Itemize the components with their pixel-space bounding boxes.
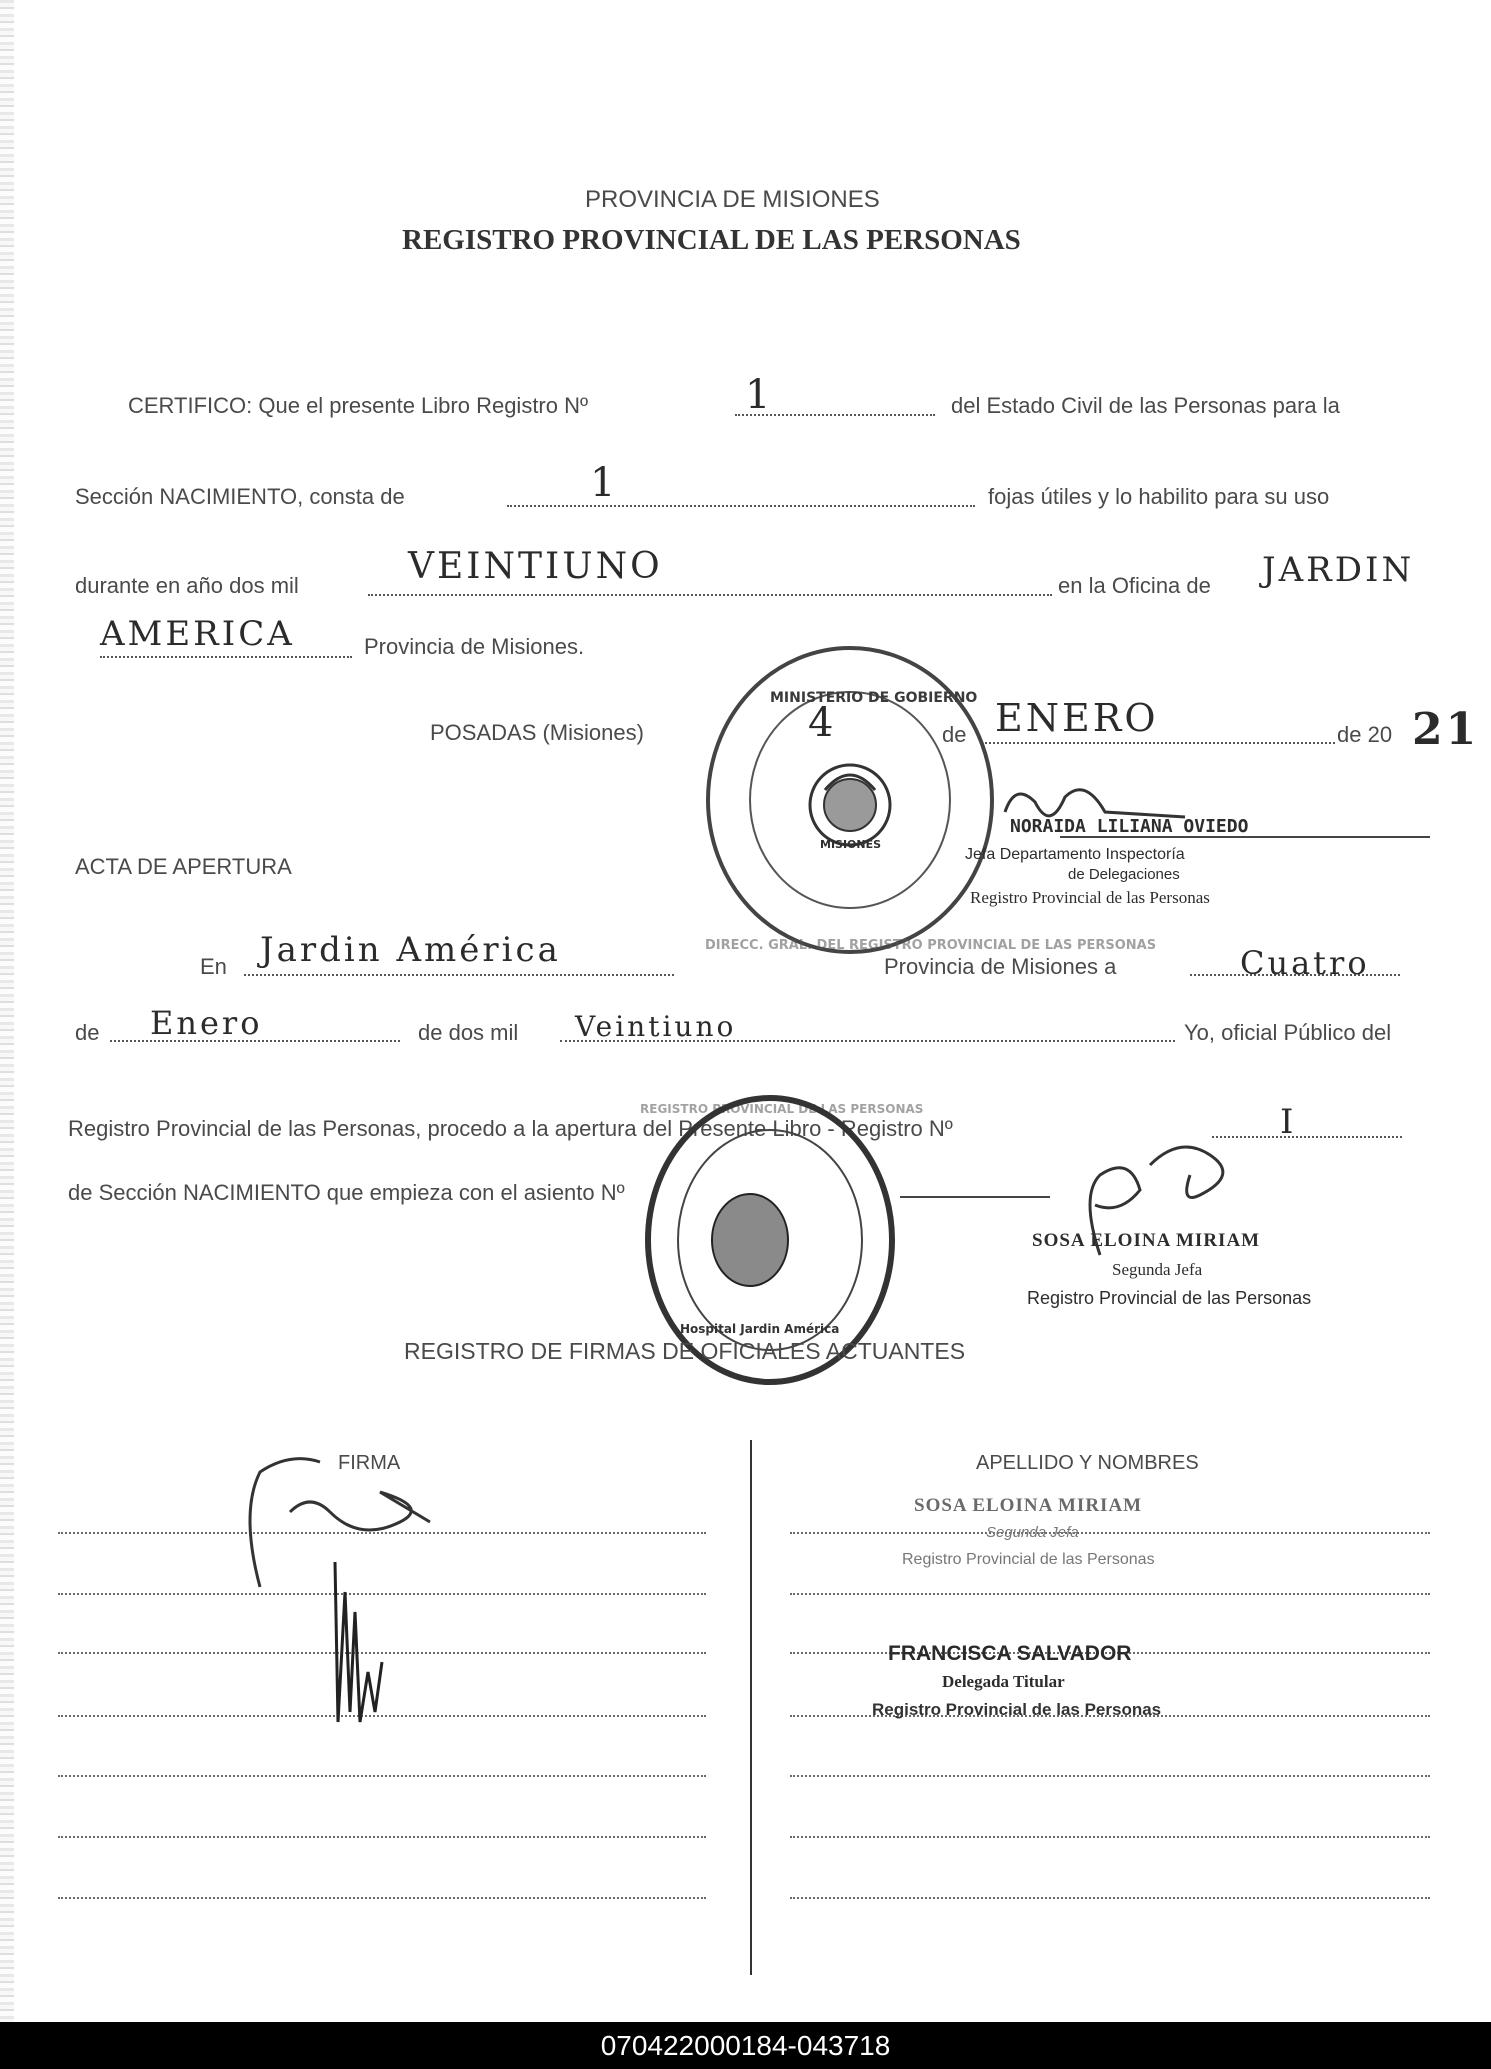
- oval-stamp-inner-text: Hospital Jardin América: [680, 1322, 840, 1336]
- oviedo-name: NORAIDA LILIANA OVIEDO: [1010, 816, 1249, 837]
- firma-entry-2-role: Delegada Titular: [942, 1672, 1065, 1691]
- round-seal-stamp: [700, 640, 1000, 960]
- firma-entry-1-name: SOSA ELOINA MIRIAM: [914, 1495, 1143, 1516]
- scan-noise-left: [0, 0, 14, 2069]
- firma-entry-1-role: Segunda Jefa: [986, 1524, 1079, 1541]
- cert-line4-dots: [100, 656, 352, 658]
- cert-line3-office: JARDIN: [1262, 550, 1415, 590]
- oviedo-org: Registro Provincial de las Personas: [970, 888, 1210, 907]
- col-firma-header: FIRMA: [338, 1452, 401, 1474]
- cert-line1-prefix: CERTIFICO: Que el presente Libro Registro Nº: [128, 393, 589, 418]
- cert-line4-suffix: Provincia de Misiones.: [364, 634, 585, 659]
- oviedo-role: Jefa Departamento Inspectoría: [965, 846, 1185, 863]
- cert-line1-suffix: del Estado Civil de las Personas para la: [951, 393, 1340, 418]
- acta-l2-de: de: [75, 1020, 100, 1045]
- firma-entry-2-org: Registro Provincial de las Personas: [872, 1700, 1162, 1719]
- acta-l2-month: Enero: [150, 1004, 263, 1042]
- cert-line2-suffix: fojas útiles y lo habilito para su uso: [988, 484, 1330, 509]
- acta-l1-en: En: [200, 954, 227, 979]
- cert-line1-number: 1: [745, 372, 774, 418]
- round-seal-outer-text: DIRECC. GRAL. DEL REGISTRO PROVINCIAL DE LAS PERSONAS: [705, 938, 1157, 953]
- firma-row: [58, 1836, 706, 1838]
- date-year-suffix: 21: [1412, 704, 1480, 755]
- firma-row: [58, 1775, 706, 1777]
- names-row: [790, 1532, 1430, 1534]
- cert-line3-prefix: durante en año dos mil: [75, 573, 299, 598]
- acta-l4-line: [900, 1196, 1050, 1198]
- date-dots: [980, 742, 1335, 744]
- round-seal-center-text: MISIONES: [820, 838, 882, 851]
- oval-stamp-outer-text: REGISTRO PROVINCIAL DE LAS PERSONAS: [640, 1102, 924, 1116]
- acta-l1-dots: [244, 974, 674, 976]
- sosa-signature-scribble: [1040, 1135, 1290, 1275]
- round-seal-inner-text: MINISTERIO DE GOBIERNO: [770, 690, 978, 706]
- registry-title: REGISTRO PROVINCIAL DE LAS PERSONAS: [402, 224, 1021, 256]
- oviedo-role2: de Delegaciones: [1068, 866, 1180, 883]
- acta-l3-number: I: [1280, 1102, 1297, 1142]
- names-row: [790, 1897, 1430, 1899]
- names-row: [790, 1836, 1430, 1838]
- cert-line4-office: AMERICA: [100, 614, 295, 654]
- firma-row: [58, 1897, 706, 1899]
- date-de: de: [942, 722, 967, 747]
- acta-l2-year: Veintiuno: [575, 1010, 737, 1043]
- firmas-title: REGISTRO DE FIRMAS DE OFICIALES ACTUANTES: [404, 1338, 966, 1364]
- col-names-header: APELLIDO Y NOMBRES: [976, 1452, 1199, 1474]
- acta-l1-day: Cuatro: [1240, 944, 1370, 982]
- acta-l2-suffix: Yo, oficial Público del: [1184, 1020, 1392, 1045]
- date-prefix: POSADAS (Misiones): [430, 720, 644, 745]
- names-row: [790, 1775, 1430, 1777]
- acta-l4: de Sección NACIMIENTO que empieza con el asiento Nº: [68, 1180, 625, 1205]
- cert-line2-prefix: Sección NACIMIENTO, consta de: [75, 484, 405, 509]
- cert-line3-dots: [368, 594, 1052, 596]
- date-month: ENERO: [995, 696, 1159, 740]
- sosa-role: Segunda Jefa: [1112, 1260, 1203, 1279]
- province-title: PROVINCIA DE MISIONES: [585, 186, 880, 213]
- sosa-org: Registro Provincial de las Personas: [1027, 1288, 1312, 1308]
- sosa-name: SOSA ELOINA MIRIAM: [1032, 1230, 1261, 1251]
- firma-signature-2: [320, 1552, 390, 1732]
- acta-l2-mid: de dos mil: [418, 1020, 519, 1045]
- firma-entry-1-org: Registro Provincial de las Personas: [902, 1551, 1155, 1568]
- cert-line2-fojas: 1: [590, 460, 619, 506]
- date-year-prefix: de 20: [1337, 722, 1393, 747]
- cert-line3-suffix: en la Oficina de: [1058, 573, 1211, 598]
- firma-entry-2-name: FRANCISCA SALVADOR: [888, 1642, 1132, 1665]
- acta-title: ACTA DE APERTURA: [75, 854, 292, 879]
- acta-l1-mid: Provincia de Misiones a: [884, 954, 1117, 979]
- document-code: 070422000184-043718: [0, 2022, 1491, 2069]
- cert-line2-dots: [507, 505, 975, 507]
- acta-l3: Registro Provincial de las Personas, procedo a la apertura del Presente Libro - Registro Nº: [68, 1116, 953, 1141]
- date-day: 4: [808, 700, 837, 746]
- column-divider: [750, 1440, 752, 1975]
- cert-line3-year: VEINTIUNO: [408, 546, 663, 587]
- acta-l1-place: Jardin América: [260, 930, 561, 970]
- names-row: [790, 1593, 1430, 1595]
